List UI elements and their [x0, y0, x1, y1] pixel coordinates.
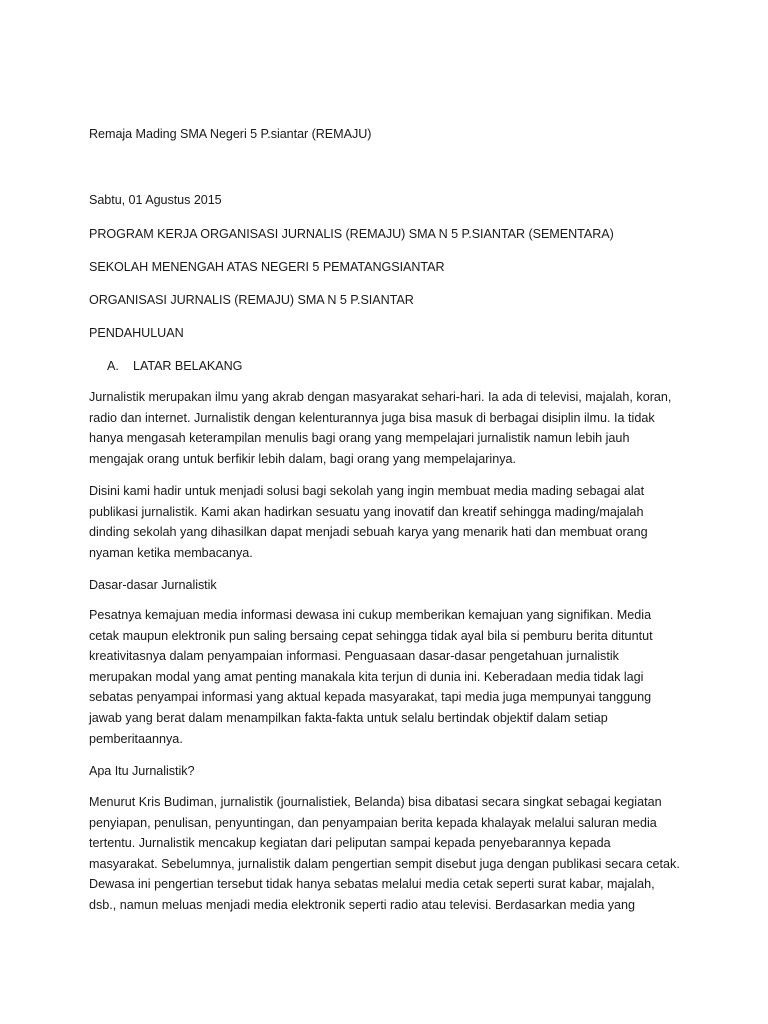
program-title: PROGRAM KERJA ORGANISASI JURNALIS (REMAJU) SMA N 5 P.SIANTAR (SEMENTARA) [89, 227, 614, 241]
paragraph-line: Disini kami hadir untuk menjadi solusi bagi sekolah yang ingin membuat media mading sebagai alat [89, 484, 645, 498]
paragraph-line: kreativitasnya dalam penyampaian informasi. Penguasaan dasar-dasar pengetahuan jurnalistik [89, 649, 619, 664]
paragraph-line: nyaman ketika membacanya. [89, 545, 253, 560]
document-date: Sabtu, 01 Agustus 2015 [89, 193, 222, 207]
paragraph-line: Jurnalistik merupakan ilmu yang akrab dengan masyarakat sehari-hari. Ia ada di televisi, majalah, koran, [89, 390, 672, 404]
heading-dasar-jurnalistik: Dasar-dasar Jurnalistik [89, 578, 217, 592]
school-name: SEKOLAH MENENGAH ATAS NEGERI 5 PEMATANGSIANTAR [89, 260, 445, 274]
paragraph-line: merupakan modal yang amat penting manakala kita terjun di dunia ini. Keberadaan media tidak lagi [89, 669, 644, 684]
paragraph-line: pemberitaannya. [89, 731, 183, 746]
paragraph-line: masyarakat. Sebelumnya, jurnalistik dalam pengertian sempit disebut juga dengan publikasi secara cetak. [89, 856, 680, 871]
paragraph-line: mengajak orang untuk berfikir lebih dalam, bagi orang yang mempelajarinya. [89, 451, 517, 466]
paragraph-line: dsb., namun meluas menjadi media elektronik seperti radio atau televisi. Berdasarkan media yang [89, 897, 636, 912]
paragraph-line: penyiapan, penulisan, penyuntingan, dan penyampaian berita kepada khalayak melalui saluran media [89, 815, 657, 830]
paragraph-line: tertentu. Jurnalistik mencakup kegiatan dari peliputan sampai kepada penyebarannya kepada [89, 836, 611, 851]
list-marker: A. [107, 359, 119, 373]
paragraph-line: jawab yang berat dalam menampilkan fakta-fakta untuk selalu bertindak objektif dalam setiap [89, 710, 608, 725]
paragraph-line: Menurut Kris Budiman, jurnalistik (journalistiek, Belanda) bisa dibatasi secara singkat sebagai kegiatan [89, 795, 662, 809]
paragraph-apa-itu-jurnalistik [89, 792, 685, 916]
paragraph-line: hanya mengasah keterampilan menulis bagi orang yang mempelajari jurnalistik namun lebih jauh [89, 431, 630, 446]
list-heading: LATAR BELAKANG [133, 359, 243, 373]
paragraph-line: dinding sekolah yang dihasilkan dapat menjadi sebuah karya yang menarik hati dan membuat orang [89, 525, 648, 540]
paragraph-latar-belakang [89, 387, 685, 469]
organization-name: ORGANISASI JURNALIS (REMAJU) SMA N 5 P.SIANTAR [89, 293, 414, 307]
intro-heading: PENDAHULUAN [89, 326, 184, 340]
paragraph-dasar-jurnalistik [89, 605, 685, 749]
paragraph-line: publikasi jurnalistik. Kami akan hadirkan sesuatu yang inovatif dan kreatif sehingga mading/majalah [89, 504, 644, 519]
paragraph-line: Pesatnya kemajuan media informasi dewasa ini cukup memberikan kemajuan yang signifikan. Media [89, 608, 652, 622]
paragraph-solusi [89, 481, 685, 563]
paragraph-line: sebatas penyampai informasi yang aktual kepada masyarakat, tapi media juga mempunyai tanggung [89, 690, 652, 705]
heading-apa-itu-jurnalistik: Apa Itu Jurnalistik? [89, 764, 195, 778]
paragraph-line: Dewasa ini pengertian tersebut tidak hanya sebatas melalui media cetak seperti surat kabar, majalah, [89, 877, 655, 892]
paragraph-line: cetak maupun elektronik pun saling bersaing cepat sehingga tidak ayal bila si pemburu berita dituntut [89, 628, 653, 643]
header-title: Remaja Mading SMA Negeri 5 P.siantar (REMAJU) [89, 127, 372, 141]
paragraph-line: radio dan internet. Jurnalistik dengan kelenturannya juga bisa masuk di berbagai disiplin ilmu. Ia tidak [89, 410, 655, 425]
